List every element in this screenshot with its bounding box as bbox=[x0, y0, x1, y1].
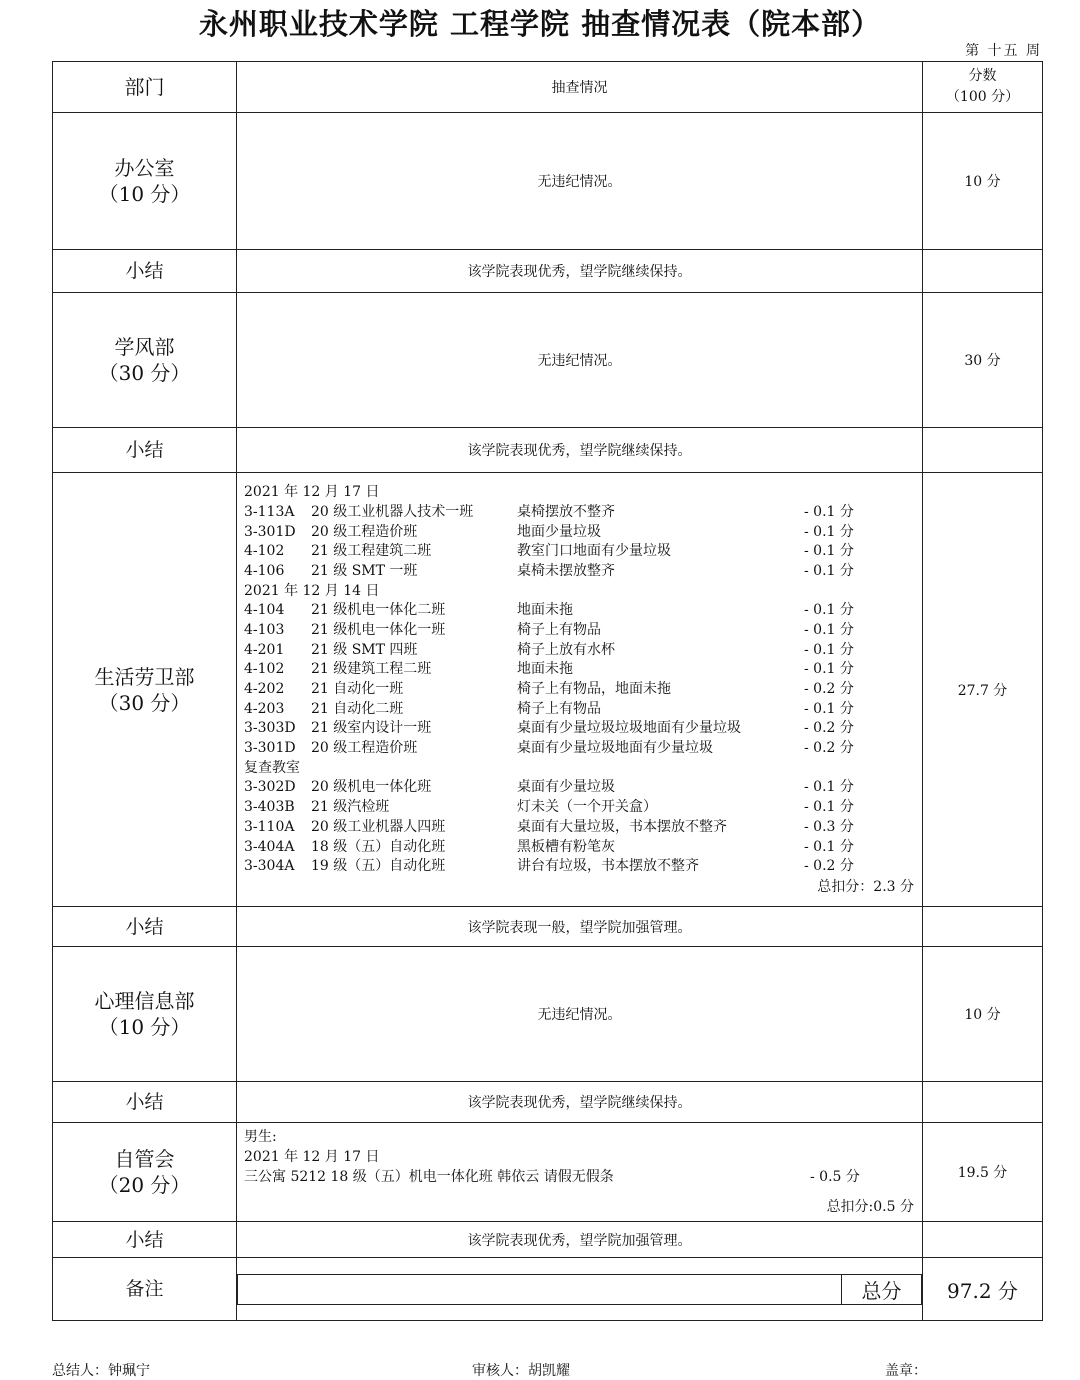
item-cls: 21 自动化二班 bbox=[311, 700, 404, 717]
summary-label: 小结 bbox=[53, 250, 237, 293]
situation-detail-cell bbox=[237, 1123, 923, 1222]
item-issue: 椅子上有物品 bbox=[517, 700, 601, 717]
situation-detail-cell bbox=[237, 473, 923, 907]
item-room: 4-102 bbox=[244, 543, 285, 560]
item-issue: 桌面有少量垃圾 bbox=[517, 779, 615, 796]
reviewer: 审核人：胡凯耀 bbox=[472, 1363, 570, 1379]
item-ded: - 0.1 分 bbox=[804, 779, 854, 796]
summarizer: 总结人：钟珮宁 bbox=[52, 1363, 150, 1379]
item-cls: 21 级工程建筑二班 bbox=[311, 543, 432, 560]
item-room: 3-304A bbox=[244, 858, 295, 875]
header-situation: 抽查情况 bbox=[237, 62, 923, 113]
item-ded: - 0.1 分 bbox=[804, 503, 854, 520]
item-ded: - 0.1 分 bbox=[804, 621, 854, 638]
item-issue: 教室门口地面有少量垃圾 bbox=[517, 543, 671, 560]
item-ded: - 0.1 分 bbox=[804, 543, 854, 560]
item-issue: 黑板槽有粉笔灰 bbox=[517, 838, 615, 855]
item-issue: 灯未关（一个开关盒） bbox=[517, 799, 657, 816]
score-cell: 30 分 bbox=[923, 293, 1043, 428]
remarks-row bbox=[53, 1258, 1043, 1321]
section-row-office bbox=[53, 113, 1043, 250]
item-room: 3-301D bbox=[244, 523, 296, 540]
summary-label: 小结 bbox=[53, 907, 237, 947]
list-item bbox=[244, 818, 922, 838]
header-row bbox=[53, 62, 1043, 113]
item-ded: - 0.2 分 bbox=[804, 720, 854, 737]
item-issue: 椅子上有物品 bbox=[517, 621, 601, 638]
section-row-psych bbox=[53, 947, 1043, 1082]
item-room: 3-301D bbox=[244, 740, 296, 757]
summary-row bbox=[53, 1082, 1043, 1123]
dept-name: 学风部 bbox=[114, 335, 175, 359]
heading-text: 复查教室 bbox=[244, 759, 300, 776]
gender-label: 男生: bbox=[244, 1129, 277, 1146]
item-cls: 21 级汽检班 bbox=[311, 799, 390, 816]
list-heading bbox=[244, 759, 922, 779]
item-ded: - 0.1 分 bbox=[804, 838, 854, 855]
list-item bbox=[244, 641, 922, 661]
item-ded: - 0.1 分 bbox=[804, 602, 854, 619]
summary-text: 该学院表现优秀，望学院继续保持。 bbox=[237, 1082, 923, 1123]
list-item bbox=[244, 778, 922, 798]
list-item bbox=[244, 798, 922, 818]
total-score-value: 97.2 分 bbox=[923, 1258, 1043, 1321]
dept-cell bbox=[53, 1123, 237, 1222]
item-cls: 21 级机电一体化一班 bbox=[311, 621, 446, 638]
item-issue: 地面少量垃圾 bbox=[517, 523, 601, 540]
list-item bbox=[244, 562, 922, 582]
dept-points: （10 分） bbox=[98, 182, 191, 206]
item-cls: 20 级工业机器人四班 bbox=[311, 818, 446, 835]
item-issue: 讲台有垃圾，书本摆放不整齐 bbox=[517, 858, 699, 875]
summary-score-empty bbox=[923, 250, 1043, 293]
list-item bbox=[244, 857, 922, 877]
dept-points: （30 分） bbox=[98, 690, 191, 715]
score-cell: 10 分 bbox=[923, 947, 1043, 1082]
situation-cell: 无违纪情况。 bbox=[237, 113, 923, 250]
list-item bbox=[244, 1168, 922, 1188]
list-item bbox=[244, 680, 922, 700]
item-cls: 21 级室内设计一班 bbox=[311, 720, 432, 737]
item-ded: - 0.1 分 bbox=[804, 562, 854, 579]
item-room: 4-203 bbox=[244, 700, 285, 717]
item-room: 3-403B bbox=[244, 799, 295, 816]
item-room: 3-302D bbox=[244, 779, 296, 796]
dept-name: 心理信息部 bbox=[94, 989, 195, 1013]
item-issue: 桌面有大量垃圾，书本摆放不整齐 bbox=[517, 818, 727, 835]
dept-name: 生活劳卫部 bbox=[94, 664, 195, 689]
list-heading bbox=[244, 1148, 922, 1168]
item-ded: - 0.2 分 bbox=[804, 740, 854, 757]
header-score-total: （100 分） bbox=[945, 89, 1020, 105]
dept-cell bbox=[53, 293, 237, 428]
section-row-hygiene bbox=[53, 473, 1043, 907]
item-cls: 20 级机电一体化班 bbox=[311, 779, 432, 796]
item-room: 4-201 bbox=[244, 641, 285, 658]
situation-cell: 无违纪情况。 bbox=[237, 947, 923, 1082]
item-cls: 19 级（五）自动化班 bbox=[311, 858, 446, 875]
item-issue: 桌椅未摆放整齐 bbox=[517, 562, 615, 579]
header-score-label: 分数 bbox=[968, 68, 997, 84]
summary-score-empty bbox=[923, 1082, 1043, 1123]
item-room: 3-303D bbox=[244, 720, 296, 737]
list-item bbox=[244, 838, 922, 858]
item-cls: 21 级建筑工程二班 bbox=[311, 661, 432, 678]
item-ded: - 0.1 分 bbox=[804, 661, 854, 678]
list-heading bbox=[244, 483, 922, 503]
page-title: 永州职业技术学院 工程学院 抽查情况表（院本部） bbox=[198, 7, 882, 41]
total-score-label: 总分 bbox=[842, 1274, 922, 1304]
record-deduction: - 0.5 分 bbox=[810, 1168, 860, 1185]
list-item bbox=[244, 621, 922, 641]
item-room: 4-102 bbox=[244, 661, 285, 678]
list-item bbox=[244, 739, 922, 759]
list-item bbox=[244, 503, 922, 523]
list-item bbox=[244, 700, 922, 720]
item-issue: 椅子上放有水杯 bbox=[517, 641, 615, 658]
item-room: 3-110A bbox=[244, 818, 295, 835]
summary-label: 小结 bbox=[53, 428, 237, 473]
summary-label: 小结 bbox=[53, 1082, 237, 1123]
summary-label: 小结 bbox=[53, 1222, 237, 1258]
summary-score-empty bbox=[923, 428, 1043, 473]
item-ded: - 0.1 分 bbox=[804, 641, 854, 658]
week-label: 第 十五 周 bbox=[965, 43, 1042, 59]
item-issue: 地面未拖 bbox=[517, 602, 573, 619]
total-deduction: 总扣分:0.5 分 bbox=[826, 1198, 914, 1215]
record-text: 三公寓 5212 18 级（五）机电一体化班 韩依云 请假无假条 bbox=[244, 1168, 614, 1185]
header-dept: 部门 bbox=[53, 62, 237, 113]
item-room: 4-104 bbox=[244, 602, 285, 619]
item-issue: 椅子上有物品，地面未拖 bbox=[517, 681, 671, 697]
situation-cell: 无违纪情况。 bbox=[237, 293, 923, 428]
summary-score-empty bbox=[923, 907, 1043, 947]
summary-text: 该学院表现一般，望学院加强管理。 bbox=[237, 907, 923, 947]
header-score bbox=[923, 62, 1043, 113]
date-label: 2021 年 12 月 17 日 bbox=[244, 1149, 380, 1166]
heading-text: 2021 年 12 月 17 日 bbox=[244, 484, 380, 501]
dept-name: 办公室 bbox=[114, 156, 175, 180]
item-issue: 桌面有少量垃圾垃圾地面有少量垃圾 bbox=[517, 720, 741, 737]
total-deduction: 总扣分：2.3 分 bbox=[817, 878, 914, 895]
item-cls: 21 级 SMT 一班 bbox=[311, 562, 418, 579]
list-heading bbox=[244, 1128, 922, 1148]
score-cell: 19.5 分 bbox=[923, 1123, 1043, 1222]
item-ded: - 0.1 分 bbox=[804, 799, 854, 816]
heading-text: 2021 年 12 月 14 日 bbox=[244, 582, 380, 599]
dept-cell bbox=[53, 473, 237, 907]
item-cls: 21 级机电一体化二班 bbox=[311, 602, 446, 619]
section-row-study bbox=[53, 293, 1043, 428]
item-ded: - 0.1 分 bbox=[804, 523, 854, 540]
summary-text: 该学院表现优秀，望学院继续保持。 bbox=[237, 428, 923, 473]
item-cls: 20 级工业机器人技术一班 bbox=[311, 503, 474, 520]
item-issue: 地面未拖 bbox=[517, 661, 573, 678]
remarks-label: 备注 bbox=[53, 1258, 237, 1321]
summary-score-empty bbox=[923, 1222, 1043, 1258]
item-room: 4-106 bbox=[244, 562, 285, 579]
inspection-list bbox=[237, 482, 922, 877]
remarks-value bbox=[238, 1274, 842, 1304]
dept-cell bbox=[53, 113, 237, 250]
list-item bbox=[244, 601, 922, 621]
seal-label: 盖章： bbox=[885, 1363, 927, 1379]
item-ded: - 0.2 分 bbox=[804, 858, 854, 875]
item-cls: 20 级工程造价班 bbox=[311, 740, 418, 757]
summary-row bbox=[53, 907, 1043, 947]
summary-row bbox=[53, 1222, 1043, 1258]
item-cls: 18 级（五）自动化班 bbox=[311, 838, 446, 855]
list-item bbox=[244, 660, 922, 680]
remarks-subtable bbox=[237, 1274, 922, 1305]
item-room: 4-103 bbox=[244, 621, 285, 638]
remarks-cell bbox=[237, 1258, 923, 1321]
score-cell: 10 分 bbox=[923, 113, 1043, 250]
dept-points: （10 分） bbox=[98, 1015, 191, 1039]
item-ded: - 0.3 分 bbox=[804, 818, 854, 835]
dept-cell bbox=[53, 947, 237, 1082]
dept-name: 自管会 bbox=[114, 1147, 175, 1171]
item-issue: 桌椅摆放不整齐 bbox=[517, 503, 615, 520]
list-heading bbox=[244, 582, 922, 602]
item-cls: 21 级 SMT 四班 bbox=[311, 641, 418, 658]
item-ded: - 0.2 分 bbox=[804, 681, 854, 697]
summary-row bbox=[53, 250, 1043, 293]
score-cell: 27.7 分 bbox=[923, 473, 1043, 907]
item-ded: - 0.1 分 bbox=[804, 700, 854, 717]
item-room: 4-202 bbox=[244, 681, 285, 697]
item-cls: 21 自动化一班 bbox=[311, 681, 404, 697]
item-room: 3-113A bbox=[244, 503, 295, 520]
item-room: 3-404A bbox=[244, 838, 295, 855]
summary-text: 该学院表现优秀，望学院加强管理。 bbox=[237, 1222, 923, 1258]
dept-points: （30 分） bbox=[98, 361, 191, 385]
dept-points: （20 分） bbox=[98, 1173, 191, 1197]
section-row-selfmgmt bbox=[53, 1123, 1043, 1222]
list-item bbox=[244, 719, 922, 739]
inspection-table bbox=[52, 61, 1043, 1321]
item-issue: 桌面有少量垃圾地面有少量垃圾 bbox=[517, 740, 713, 757]
summary-row bbox=[53, 428, 1043, 473]
item-cls: 20 级工程造价班 bbox=[311, 523, 418, 540]
inspection-list bbox=[237, 1127, 922, 1187]
list-item bbox=[244, 523, 922, 543]
summary-text: 该学院表现优秀，望学院继续保持。 bbox=[237, 250, 923, 293]
list-item bbox=[244, 542, 922, 562]
